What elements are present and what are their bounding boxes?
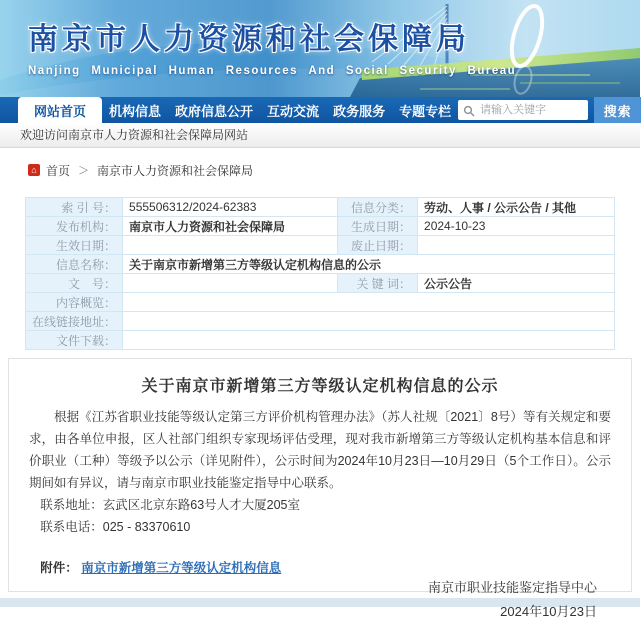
keyword-label: 关 键 词： — [338, 274, 418, 293]
docno-label: 文 号： — [26, 274, 123, 293]
category-value: 劳动、人事 / 公示公告 / 其他 — [418, 198, 615, 217]
tab-home[interactable]: 网站首页 — [18, 97, 102, 123]
contact-phone: 联系电话：025 - 83370610 — [40, 520, 191, 534]
table-row — [26, 293, 615, 312]
online-link-label: 在线链接地址： — [26, 312, 123, 331]
table-row — [26, 236, 615, 255]
table-row — [26, 274, 615, 293]
summary-label: 内容概览： — [26, 293, 123, 312]
breadcrumb-separator: ＞ — [78, 165, 90, 177]
signature-date: 2024年10月23日 — [500, 604, 597, 619]
search-area — [458, 97, 641, 123]
online-link-value — [123, 312, 615, 331]
name-value: 关于南京市新增第三方等级认定机构信息的公示 — [123, 255, 615, 274]
summary-value — [123, 293, 615, 312]
breadcrumb — [28, 162, 640, 178]
index-value: 555506312/2024-62383 — [123, 198, 338, 217]
tab-special-columns[interactable]: 专题专栏 — [399, 103, 452, 119]
tab-interaction[interactable]: 互动交流 — [267, 103, 320, 119]
attachment-label: 附件： — [40, 561, 78, 575]
main-nav — [0, 97, 640, 123]
created-value: 2024-10-23 — [418, 217, 615, 236]
index-label: 索 引 号： — [26, 198, 123, 217]
tab-org-info[interactable]: 机构信息 — [109, 103, 162, 119]
signature-block — [29, 576, 611, 624]
name-label: 信息名称： — [26, 255, 123, 274]
contact-address: 联系地址：玄武区北京东路63号人才大厦205室 — [40, 498, 301, 512]
expire-label: 废止日期： — [338, 236, 418, 255]
welcome-text: 欢迎访问南京市人力资源和社会保障局网站 — [0, 123, 640, 148]
publisher-value: 南京市人力资源和社会保障局 — [123, 217, 338, 236]
download-label: 文件下载： — [26, 331, 123, 350]
table-row — [26, 255, 615, 274]
signature-org: 南京市职业技能鉴定指导中心 — [427, 580, 597, 595]
header-banner — [0, 0, 640, 97]
category-label: 信息分类： — [338, 198, 418, 217]
search-input[interactable] — [458, 100, 588, 120]
tab-services[interactable]: 政务服务 — [333, 103, 386, 119]
tab-gov-disclosure[interactable]: 政府信息公开 — [175, 103, 254, 119]
effective-value — [123, 236, 338, 255]
article-box — [8, 358, 632, 619]
breadcrumb-home-link[interactable]: 首页 — [46, 163, 71, 178]
attachment-row — [29, 558, 611, 576]
search-icon — [463, 104, 475, 122]
search-button[interactable]: 搜索 — [594, 97, 641, 123]
keyword-value: 公示公告 — [418, 274, 615, 293]
site-title-english: Nanjing Municipal Human Resources And Social Security Bureau — [28, 65, 517, 77]
home-icon[interactable]: ⌂ — [28, 164, 40, 176]
created-label: 生成日期： — [338, 217, 418, 236]
publisher-label: 发布机构： — [26, 217, 123, 236]
effective-label: 生效日期： — [26, 236, 123, 255]
table-row — [26, 198, 615, 217]
table-row — [26, 331, 615, 350]
breadcrumb-current: 南京市人力资源和社会保障局 — [97, 163, 254, 178]
download-value — [123, 331, 615, 350]
article-paragraph: 根据《江苏省职业技能等级认定第三方评价机构管理办法》（苏人社规〔2021〕8号）等有关规定和要求，由各单位申报，区人社部门组织专家现场评估受理，现对我市新增第三方等级认定机构基本信息和评价职业（工种）等级予以公示（详见附件），公示时间为2024年10月23日—10月29日（5个工作日）。公示期间如有异议，请与南京市职业技能鉴定指导中心联系。 — [29, 410, 611, 490]
article-title: 关于南京市新增第三方等级认定机构信息的公示 — [141, 378, 499, 395]
docno-value — [123, 274, 338, 293]
attachment-link[interactable]: 南京市新增第三方等级认定机构信息 — [81, 561, 282, 575]
site-title: 南京市人力资源和社会保障局 — [28, 23, 470, 56]
document-meta-table — [25, 197, 615, 350]
expire-value — [418, 236, 615, 255]
table-row — [26, 217, 615, 236]
table-row — [26, 312, 615, 331]
